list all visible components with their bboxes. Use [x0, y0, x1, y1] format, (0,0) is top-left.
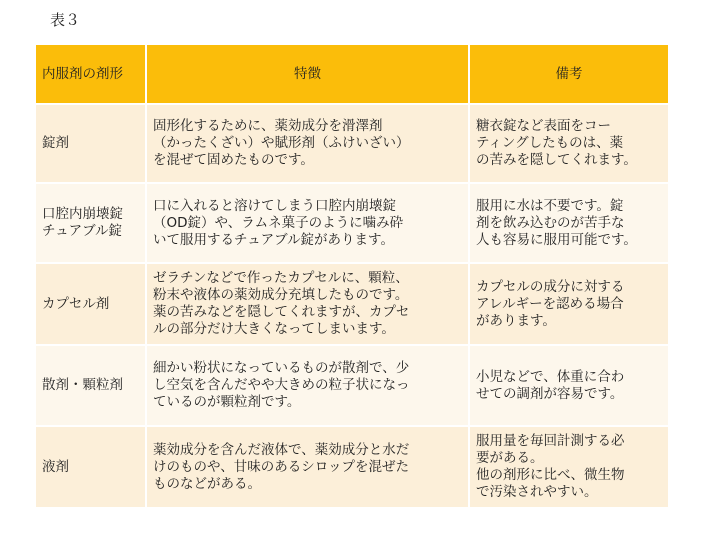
dosage-form-name: カプセル剤 [42, 295, 110, 312]
note-line: 人も容易に服用可能です。 [476, 231, 637, 248]
header-notes: 備考 [469, 44, 669, 104]
dosage-form-table [34, 43, 670, 509]
feature-cell [146, 345, 469, 426]
note-line: の苦みを隠してくれます。 [476, 152, 637, 168]
header-row [35, 44, 669, 104]
note-line: があります。 [476, 312, 556, 329]
feature-line: （かったくざい）や賦形剤（ふけいざい） [153, 135, 410, 151]
feature-line: し空気を含んだやや大きめの粒子状になっ [153, 377, 410, 393]
feature-line: ゼラチンなどで作ったカプセルに、顆粒、 [153, 270, 409, 286]
feature-cell [146, 183, 469, 263]
note-cell [469, 426, 669, 508]
feature-cell [146, 263, 469, 345]
dosage-form-name: 口腔内崩壊錠 [42, 206, 123, 222]
note-line: で汚染されやすい。 [476, 484, 598, 500]
feature-line: 固形化するために、薬効成分を滑澤剤 [153, 118, 383, 134]
feature-line: けのものや、甘味のあるシロップを混ぜた [153, 458, 409, 475]
note-line: 他の剤形に比べ、微生物 [476, 467, 625, 483]
table-row [35, 345, 669, 426]
dosage-form-cell [35, 426, 146, 508]
note-line: せての調剤が容易です。 [476, 385, 624, 402]
feature-line: ルの部分だけ大きくなってしまいます。 [153, 321, 395, 337]
note-line: 剤を飲み込むのが苦手な [476, 214, 625, 231]
note-line: ティングしたものは、薬 [476, 135, 624, 151]
feature-line: 粉末や液体の薬効成分充填したものです。 [153, 287, 409, 303]
note-line: カプセルの成分に対する [476, 278, 625, 295]
dosage-form-cell [35, 345, 146, 426]
feature-line: いて服用するチュアブル錠があります。 [153, 231, 394, 248]
table-row [35, 426, 669, 508]
note-line: 糖衣錠など表面をコー [476, 118, 611, 134]
dosage-form-cell [35, 263, 146, 345]
note-cell [469, 104, 669, 183]
feature-line: ているのが顆粒剤です。 [153, 394, 301, 410]
feature-line: 薬の苦みなどを隠してくれますが、カプセ [153, 304, 410, 320]
note-line: アレルギーを認める場合 [476, 295, 624, 312]
feature-cell [146, 104, 469, 183]
dosage-form-cell [35, 183, 146, 263]
feature-line: （OD錠）や、ラムネ菓子のように噛み砕 [153, 214, 404, 231]
note-line: 服用に水は不要です。錠 [476, 197, 624, 214]
feature-line: を混ぜて固めたものです。 [153, 152, 314, 168]
feature-line: 細かい粉状になっているものが散剤で、少 [153, 360, 410, 376]
dosage-form-cell [35, 104, 146, 183]
dosage-form-name: 液剤 [42, 458, 69, 475]
note-line: 要がある。 [476, 450, 544, 466]
table-caption: 表３ [50, 11, 81, 29]
table-row [35, 183, 669, 263]
note-cell [469, 183, 669, 263]
feature-line: ものなどがある。 [153, 475, 261, 492]
header-features: 特徴 [146, 44, 469, 104]
table-row [35, 263, 669, 345]
table-row [35, 104, 669, 183]
note-line: 服用量を毎回計測する必 [476, 433, 625, 449]
note-cell [469, 263, 669, 345]
note-cell [469, 345, 669, 426]
dosage-form-name: 錠剤 [42, 135, 69, 151]
feature-cell [146, 426, 469, 508]
dosage-form-name: 散剤・顆粒剤 [42, 377, 123, 393]
feature-line: 薬効成分を含んだ液体で、薬効成分と水だ [153, 441, 410, 458]
note-line: 小児などで、体重に合わ [476, 368, 625, 385]
header-dosage-form: 内服剤の剤形 [35, 44, 146, 104]
feature-line: 口に入れると溶けてしまう口腔内崩壊錠 [153, 197, 396, 214]
dosage-form-name: チュアブル錠 [42, 223, 123, 239]
